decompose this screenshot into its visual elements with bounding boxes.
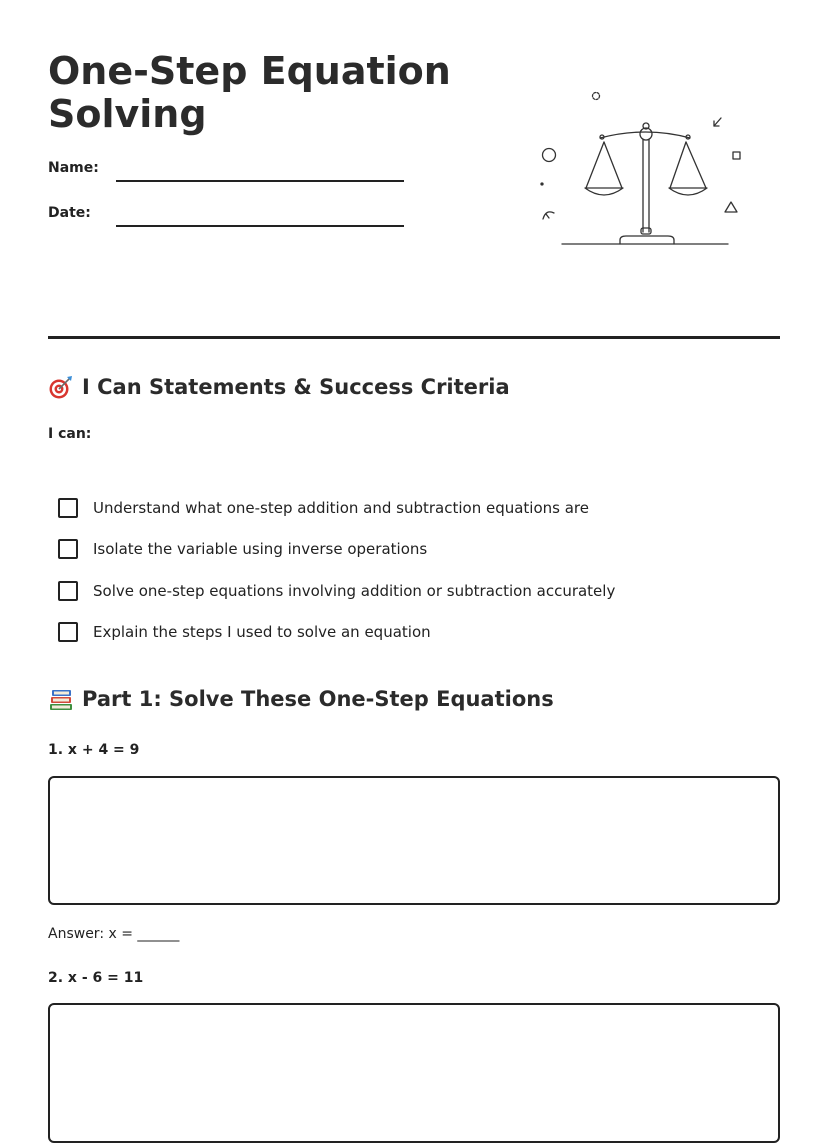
name-label: Name: <box>48 160 99 176</box>
i-can-subhead: I can: <box>48 426 92 442</box>
part1-heading-text: Part 1: Solve These One-Step Equations <box>82 687 554 711</box>
balance-scale-icon <box>532 82 742 252</box>
i-can-heading-text: I Can Statements & Success Criteria <box>82 375 510 399</box>
part1-heading <box>48 686 554 712</box>
checkbox[interactable] <box>58 498 78 518</box>
checklist-item-label: Explain the steps I used to solve an equation <box>93 623 431 642</box>
target-icon <box>48 374 74 400</box>
page-title: One-Step Equation Solving <box>48 49 451 136</box>
success-criteria-checklist <box>58 487 615 653</box>
date-label: Date: <box>48 205 91 221</box>
checkbox[interactable] <box>58 622 78 642</box>
checkbox[interactable] <box>58 581 78 601</box>
date-field[interactable] <box>116 225 404 227</box>
checklist-item-label: Solve one-step equations involving addition or subtraction accurately <box>93 581 616 600</box>
checklist-item[interactable] <box>58 570 615 612</box>
i-can-heading <box>48 374 510 400</box>
header-divider <box>48 336 780 339</box>
checklist-item[interactable] <box>58 529 615 571</box>
work-area[interactable] <box>48 1003 780 1143</box>
answer-line: Answer: x = ______ <box>48 926 180 942</box>
checkbox[interactable] <box>58 539 78 559</box>
checklist-item[interactable] <box>58 612 615 654</box>
checklist-item-label: Isolate the variable using inverse operations <box>93 540 428 559</box>
question-label: 2. x - 6 = 11 <box>48 970 144 986</box>
books-icon <box>48 686 74 712</box>
checklist-item-label: Understand what one-step addition and subtraction equations are <box>93 498 589 517</box>
name-field[interactable] <box>116 180 404 182</box>
checklist-item[interactable] <box>58 487 615 529</box>
balance-scale-illustration <box>532 82 742 256</box>
work-area[interactable] <box>48 776 780 905</box>
question-label: 1. x + 4 = 9 <box>48 742 140 758</box>
